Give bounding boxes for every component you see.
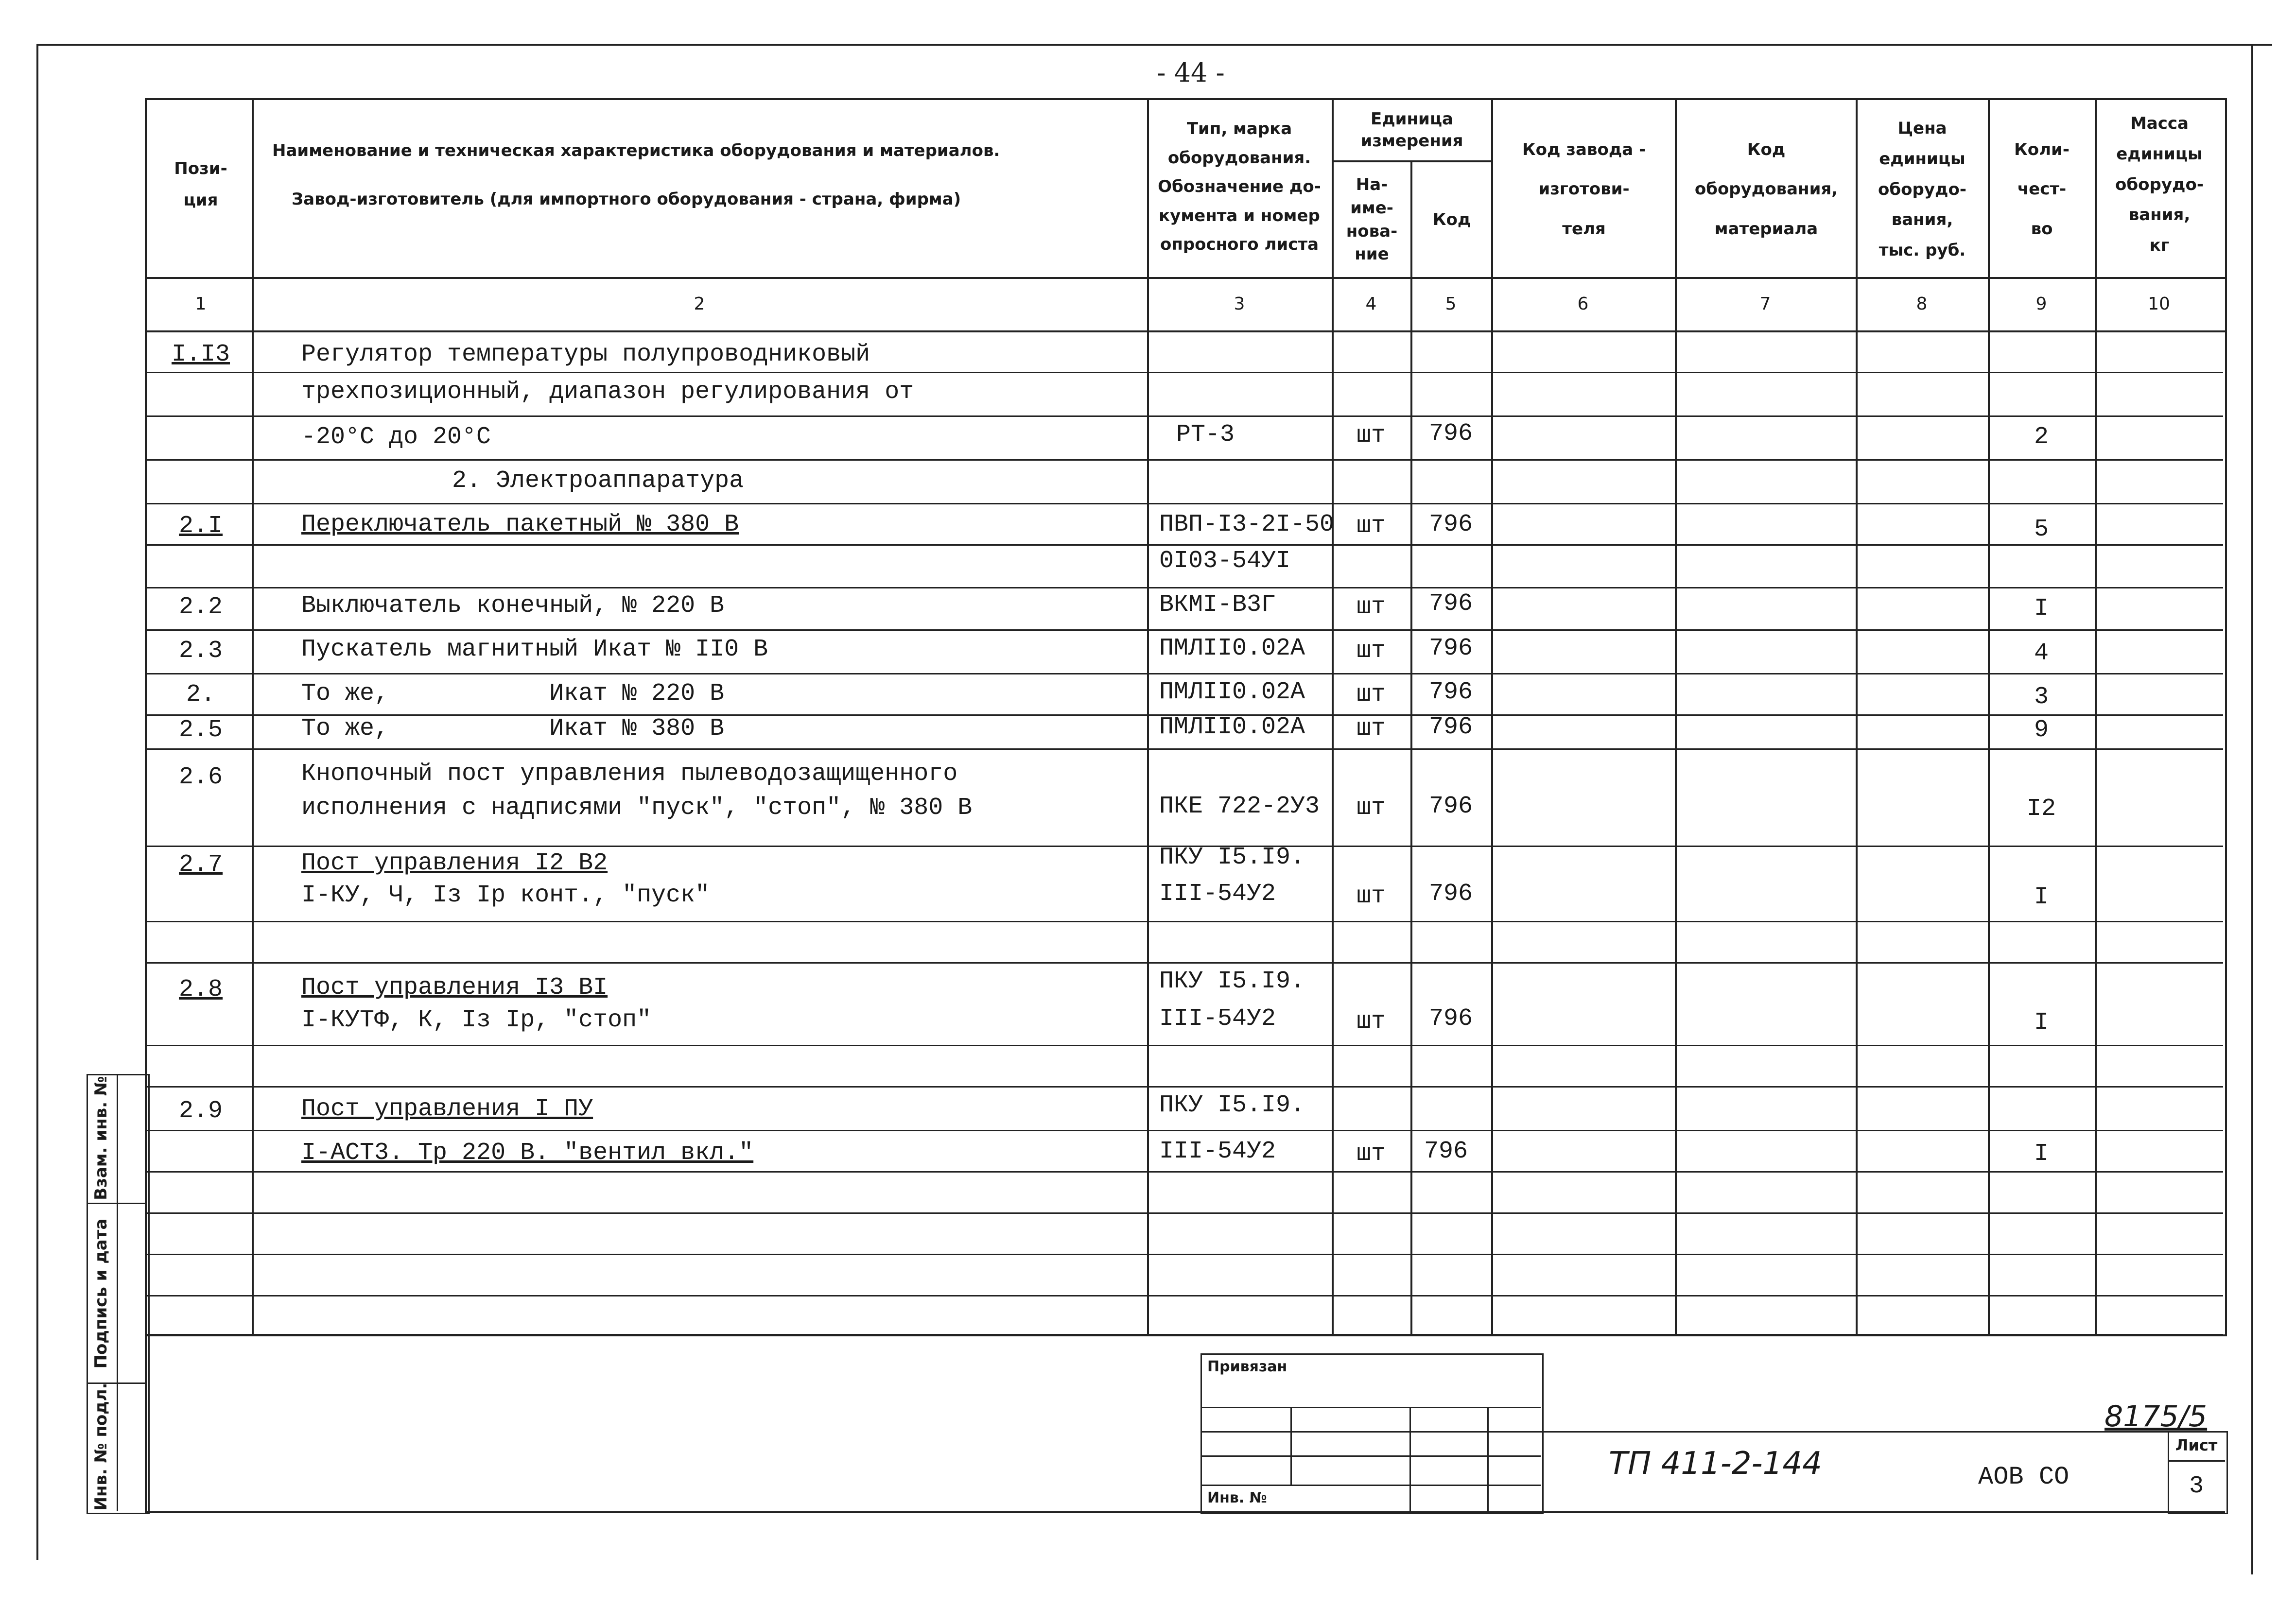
row-qty: 3 [2034, 683, 2049, 711]
row-type: ПКУ I5.I9. [1159, 1091, 1305, 1119]
row-line [145, 748, 2223, 750]
col-line [1856, 98, 1858, 1335]
header-name-line2: Завод-изготовитель (для импортного оборудования - страна, фирма) [292, 189, 961, 209]
row-line [145, 921, 2223, 922]
row-pos: 2.9 [178, 1097, 223, 1125]
row-qty: 2 [2034, 423, 2049, 451]
col-line [2095, 98, 2097, 1335]
row-name: Пост управления I3 ВI [301, 974, 608, 1002]
colnum-3: 3 [1234, 294, 1245, 314]
row-name: Кнопочный пост управления пылеводозащищенного [301, 760, 958, 788]
row-unit: шт [1356, 422, 1386, 449]
row-line [145, 1334, 2223, 1335]
row-name: Пост управления I2 В2 [301, 849, 608, 877]
row-qty: 5 [2034, 516, 2049, 543]
row-line [145, 372, 2223, 373]
row-name: -20°С до 20°С [301, 423, 491, 451]
privyazan-line [1200, 1407, 1541, 1408]
row-code: 796 [1428, 678, 1473, 706]
row-code: 796 [1428, 590, 1473, 618]
row-type: III-54У2 [1159, 1005, 1276, 1033]
row-line [145, 1254, 2223, 1255]
row-qty: 4 [2034, 639, 2049, 667]
row-line [145, 1171, 2223, 1173]
row-type: III-54У2 [1159, 1138, 1276, 1165]
row-type: ПМЛII0.02А [1159, 713, 1305, 741]
row-line [145, 629, 2223, 631]
row-pos: 2.3 [178, 637, 223, 665]
row-pos: 2.5 [178, 716, 223, 744]
row-code: 796 [1428, 1005, 1473, 1033]
row-name: I-КУ, Ч, Iз Iр конт., "пуск" [301, 881, 710, 909]
label-inv-podl: Инв. № подл. [91, 1382, 111, 1511]
row-line [145, 1130, 2223, 1131]
colnum-4: 4 [1365, 294, 1377, 314]
header-name-line1: Наименование и техническая характеристика оборудования и материалов. [272, 140, 1000, 160]
row-line [145, 1045, 2223, 1046]
outer-top-line [36, 44, 2272, 46]
row-pos: I.I3 [171, 341, 230, 368]
stamp-left-line [145, 1334, 147, 1511]
doc-code-text: ТП 411-2-144 [1609, 1446, 1822, 1482]
col-line [252, 98, 254, 1335]
label-vzam-inv: Взам. инв. № [91, 1076, 111, 1200]
label-podpis-data: Подпись и дата [91, 1218, 111, 1369]
colnum-7: 7 [1759, 294, 1771, 314]
row-type: ПВП-I3-2I-50 [1159, 511, 1335, 538]
row-name: исполнения с надписями "пуск", "стоп", № 380 В [301, 794, 973, 822]
sheet-number: 3 [2189, 1472, 2204, 1500]
privyazan-label: Привязан [1207, 1358, 1287, 1375]
doc-code [1609, 1446, 1822, 1484]
col-line [1491, 98, 1493, 1335]
archive-number: 8175/5 [2105, 1400, 2208, 1434]
row-type: ПКЕ 722-2У3 [1159, 793, 1320, 820]
unit-group-divider [1332, 160, 1492, 162]
header-unit-code: Код [1432, 210, 1471, 230]
row-qty: 9 [2034, 716, 2049, 744]
row-name: I-АСТ3. Тр 220 В. "вентил вкл." [301, 1139, 754, 1167]
privyazan-col [1290, 1407, 1292, 1485]
header-equip-code: Код оборудования, материала [1694, 139, 1838, 239]
outer-left-line [36, 44, 38, 1560]
stamp-bottom-line [145, 1511, 2225, 1513]
row-type: III-54У2 [1159, 880, 1276, 908]
colnum-9: 9 [2035, 294, 2047, 314]
sheet-box-divider [2168, 1460, 2225, 1462]
inv-no-label: Инв. № [1207, 1489, 1267, 1506]
header-unit-name: На- име- нова- ние [1346, 175, 1398, 264]
colnum-1: 1 [195, 294, 207, 314]
row-line [145, 544, 2223, 546]
col-line [1147, 98, 1149, 1335]
row-code: 796 [1428, 420, 1473, 448]
row-type: ПМЛII0.02А [1159, 635, 1305, 662]
col-line [1675, 98, 1677, 1335]
row-qty: I [2034, 883, 2049, 911]
row-unit: шт [1356, 1008, 1386, 1036]
row-qty: I [2034, 1009, 2049, 1037]
sheet-label: Лист [2175, 1436, 2218, 1454]
row-type: РТ-3 [1176, 421, 1235, 449]
header-type: Тип, марка оборудования. Обозначение до- кумента и номер опросного листа [1158, 119, 1321, 255]
header-bottom-line [145, 277, 2225, 279]
row-type: ПМЛII0.02А [1159, 678, 1305, 706]
row-name: Переключатель пакетный № 380 В [301, 511, 739, 538]
row-name: То же, Икат № 380 В [301, 715, 725, 743]
row-code: 796 [1428, 793, 1473, 820]
row-code: 796 [1428, 713, 1473, 741]
row-name: I-КУТФ, К, Iз Iр, "стоп" [301, 1006, 652, 1034]
row-line [145, 1212, 2223, 1214]
row-line [145, 587, 2223, 588]
row-pos: 2. [186, 681, 215, 708]
row-type: ПКУ I5.I9. [1159, 968, 1305, 995]
header-mass: Масса единицы оборудо- вания, кг [2115, 113, 2204, 256]
row-code: 796 [1428, 511, 1473, 538]
privyazan-line [1200, 1485, 1541, 1486]
privyazan-line [1200, 1455, 1541, 1457]
row-type: 0I03-54УI [1159, 547, 1291, 575]
col-line [1410, 160, 1412, 1335]
row-name: Выключатель конечный, № 220 В [301, 592, 725, 620]
row-unit: шт [1356, 637, 1386, 665]
header-factory-code: Код завода - изготови- теля [1522, 139, 1646, 239]
colnum-bottom-line [145, 330, 2225, 332]
colnum-5: 5 [1445, 294, 1457, 314]
row-pos: 2.6 [178, 763, 223, 791]
row-qty: I2 [2026, 795, 2056, 823]
colnum-2: 2 [694, 294, 705, 314]
row-line [145, 1086, 2223, 1088]
row-line [145, 459, 2223, 461]
row-name: Пост управления I ПУ [301, 1095, 593, 1123]
header-qty: Коли- чест- во [2014, 139, 2070, 239]
row-line [145, 1295, 2223, 1296]
row-line [145, 503, 2223, 504]
row-unit: шт [1356, 681, 1386, 708]
privyazan-col [1487, 1407, 1489, 1511]
row-pos: 2.8 [178, 976, 223, 1003]
row-pos: 2.2 [178, 593, 223, 621]
header-unit-group: Единица измерения [1360, 109, 1463, 151]
row-line [145, 673, 2223, 674]
row-unit: шт [1356, 1140, 1386, 1168]
row-unit: шт [1356, 512, 1386, 540]
row-section-title: 2. Электроаппаратура [452, 467, 744, 495]
row-name: трехпозиционный, диапазон регулирования от [301, 378, 914, 406]
header-pos: Пози- ция [174, 159, 227, 210]
row-unit: шт [1356, 794, 1386, 822]
row-type: ВКМI-В3Г [1159, 591, 1276, 619]
row-line [145, 415, 2223, 417]
row-unit: шт [1356, 715, 1386, 743]
row-unit: шт [1356, 882, 1386, 910]
row-pos: 2.I [178, 512, 223, 540]
row-code: 796 [1428, 880, 1473, 908]
colnum-10: 10 [2148, 294, 2170, 314]
row-qty: I [2034, 595, 2049, 622]
row-pos: 2.7 [178, 851, 223, 879]
row-qty: I [2034, 1140, 2049, 1168]
row-type: ПКУ I5.I9. [1159, 844, 1305, 871]
privyazan-col [1409, 1407, 1411, 1511]
row-line [145, 962, 2223, 964]
row-code: 796 [1428, 635, 1473, 662]
doc-suffix: АОВ СО [1978, 1463, 2070, 1491]
row-name: Пускатель магнитный Икат № II0 В [301, 636, 768, 663]
header-price: Цена единицы оборудо- вания, тыс. руб. [1878, 118, 1966, 260]
row-unit: шт [1356, 593, 1386, 621]
binding-strip-divider [117, 1074, 118, 1511]
row-name: То же, Икат № 220 В [301, 680, 725, 708]
page-number: - 44 - [1157, 57, 1225, 88]
colnum-6: 6 [1577, 294, 1589, 314]
privyazan-line [1200, 1431, 1541, 1433]
row-code: 796 [1424, 1138, 1468, 1165]
row-name: Регулятор температуры полупроводниковый [301, 341, 870, 368]
outer-right-line [2251, 44, 2253, 1574]
colnum-8: 8 [1916, 294, 1928, 314]
